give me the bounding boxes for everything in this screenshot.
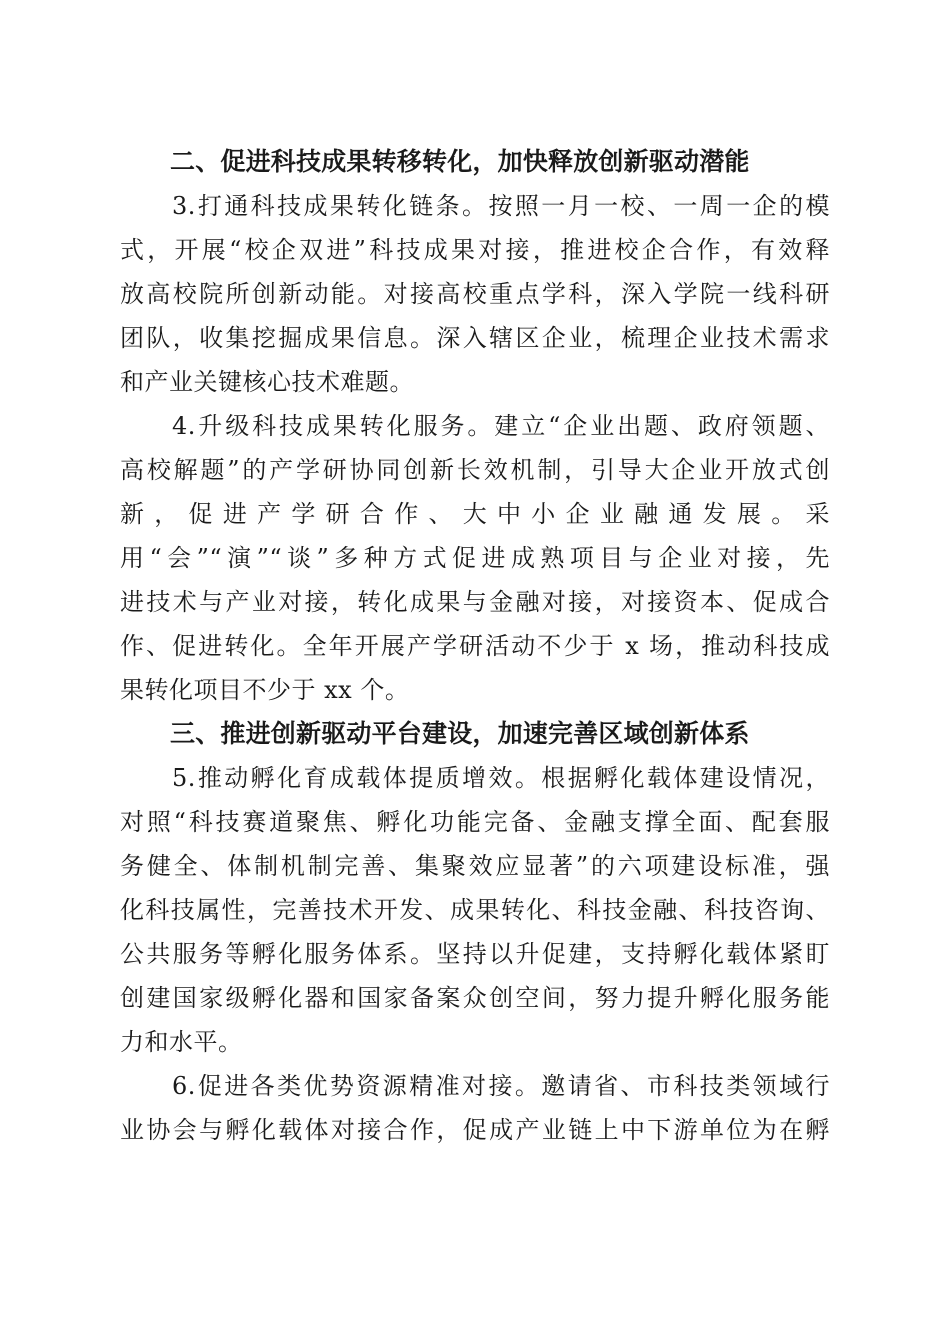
paragraph-line: 进技术与产业对接，转化成果与金融对接，对接资本、促成合 [120,588,830,616]
section-heading-3: 三、推进创新驱动平台建设，加速完善区域创新体系 [170,719,750,748]
paragraph-line: 6.促进各类优势资源精准对接。邀请省、市科技类领域行 [172,1072,830,1100]
paragraph-line: 4.升级科技成果转化服务。建立“企业出题、政府领题、 [172,412,830,440]
paragraph-line: 业协会与孵化载体对接合作，促成产业链上中下游单位为在孵 [120,1116,830,1144]
paragraph-line: 化科技属性，完善技术开发、成果转化、科技金融、科技咨询、 [120,896,830,924]
paragraph-line: 对照“科技赛道聚焦、孵化功能完备、金融支撑全面、配套服 [120,808,830,836]
paragraph-line: 高校解题”的产学研协同创新长效机制，引导大企业开放式创 [120,456,830,484]
paragraph-item-6 [120,1064,830,1152]
paragraph-item-5 [120,756,830,1064]
paragraph-line: 和产业关键核心技术难题。 [120,368,414,396]
paragraph-line: 用“会”“演”“谈”多种方式促进成熟项目与企业对接，先 [120,544,830,572]
paragraph-line: 式，开展“校企双进”科技成果对接，推进校企合作，有效释 [120,236,830,264]
paragraph-line: 新，促进产学研合作、大中小企业融通发展。采 [120,500,830,528]
paragraph-line: 创建国家级孵化器和国家备案众创空间，努力提升孵化服务能 [120,984,830,1012]
section-heading-2: 二、促进科技成果转移转化，加快释放创新驱动潜能 [170,147,750,176]
paragraph-line: 团队，收集挖掘成果信息。深入辖区企业，梳理企业技术需求 [120,324,830,352]
document-page [120,140,830,1152]
paragraph-line: 作、促进转化。全年开展产学研活动不少于 x 场，推动科技成 [120,632,830,660]
paragraph-line: 务健全、体制机制完善、集聚效应显著”的六项建设标准，强 [120,852,830,880]
paragraph-line: 5.推动孵化育成载体提质增效。根据孵化载体建设情况， [172,764,830,792]
paragraph-line: 公共服务等孵化服务体系。坚持以升促建，支持孵化载体紧盯 [120,940,830,968]
paragraph-line: 力和水平。 [120,1028,243,1056]
paragraph-item-3 [120,184,830,404]
paragraph-line: 放高校院所创新动能。对接高校重点学科，深入学院一线科研 [120,280,830,308]
paragraph-item-4 [120,404,830,712]
paragraph-line: 果转化项目不少于 xx 个。 [120,676,410,704]
paragraph-line: 3.打通科技成果转化链条。按照一月一校、一周一企的模 [172,192,830,220]
